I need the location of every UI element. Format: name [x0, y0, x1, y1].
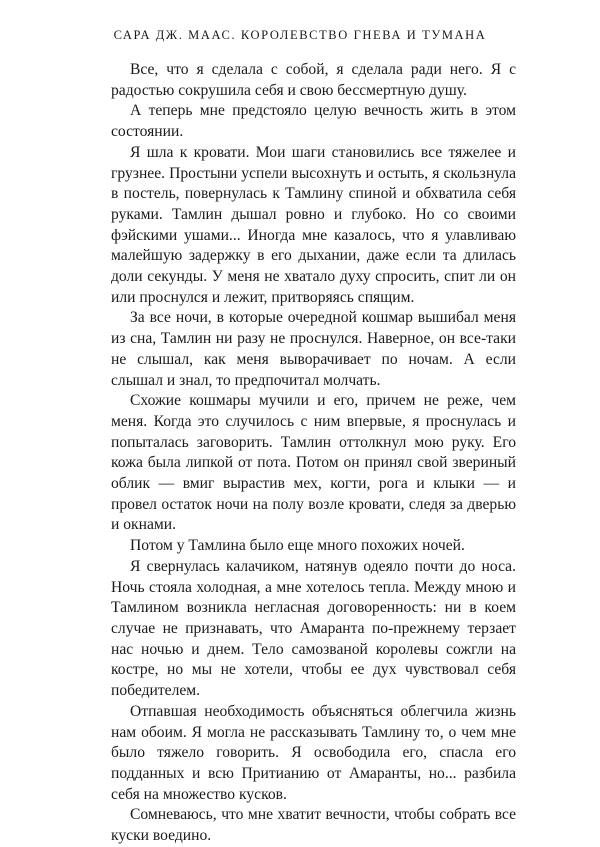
paragraph-3: Я шла к кровати. Мои шаги становились все тяжелее и грузнее. Простыни успели высохнуть и остыть, я скользнула в постель, повернулась к Тамлину спиной и обхватила себя руками. Тамлин дышал ровно и глубоко. Но со своими фэйскими ушами... Иногда мне казалось, что я улавливаю малейшую задержку в его дыхании, даже если та длилась доли секунды. У меня не хватало духу спросить, спит ли он или проснулся и лежит, притворяясь спящим.: [111, 143, 516, 306]
body-text: [111, 60, 516, 847]
paragraph-4: За все ночи, в которые очередной кошмар вышибал меня из сна, Тамлин ни разу не проснулся. Наверное, он все-таки не слышал, как меня выворачивает по ночам. А если слышал и знал, то предпочитал молчать.: [111, 309, 516, 389]
paragraph-7: Я свернулась калачиком, натянув одеяло почти до носа. Ночь стояла холодная, а мне хотелось тепла. Между мною и Тамлином возникла негласная договоренность: ни в коем случае не признавать, что Амаранта по-прежнему терзает нас ночью и днем. Тело самозваной королевы сожгли на костре, но мы не хотели, чтобы ее дух чувствовал себя победителем.: [111, 557, 516, 700]
paragraph-2: А теперь мне предстояло целую вечность жить в этом состоянии.: [111, 102, 516, 141]
paragraph-6: Потом у Тамлина было еще много похожих ночей.: [130, 537, 465, 555]
paragraph-9: Сомневаюсь, что мне хватит вечности, чтобы собрать все куски воедино.: [111, 806, 516, 845]
running-header: САРА ДЖ. МААС. КОРОЛЕВСТВО ГНЕВА И ТУМАНА: [113, 28, 487, 42]
paragraph-8: Отпавшая необходимость объясняться облегчила жизнь нам обоим. Я могла не рассказывать Тамлину то, о чем мне было тяжело говорить. Я освободила его, спасла его подданных и всю Притианию от Амаранты, но... разбила себя на множество кусков.: [111, 702, 516, 803]
paragraph-5: Схожие кошмары мучили и его, причем не реже, чем меня. Когда это случилось с ним впервые, я проснулась и попыталась заговорить. Тамлин оттолкнул мою руку. Его кожа была липкой от пота. Потом он принял свой звериный облик — вмиг вырастив мех, когти, рога и клыки — и провел остаток ночи на полу возле кровати, следя за дверью и окнами.: [111, 392, 516, 534]
paragraph-1: Все, что я сделала с собой, я сделала ради него. Я с радостью сокрушила себя и свою бессмертную душу.: [111, 61, 516, 99]
